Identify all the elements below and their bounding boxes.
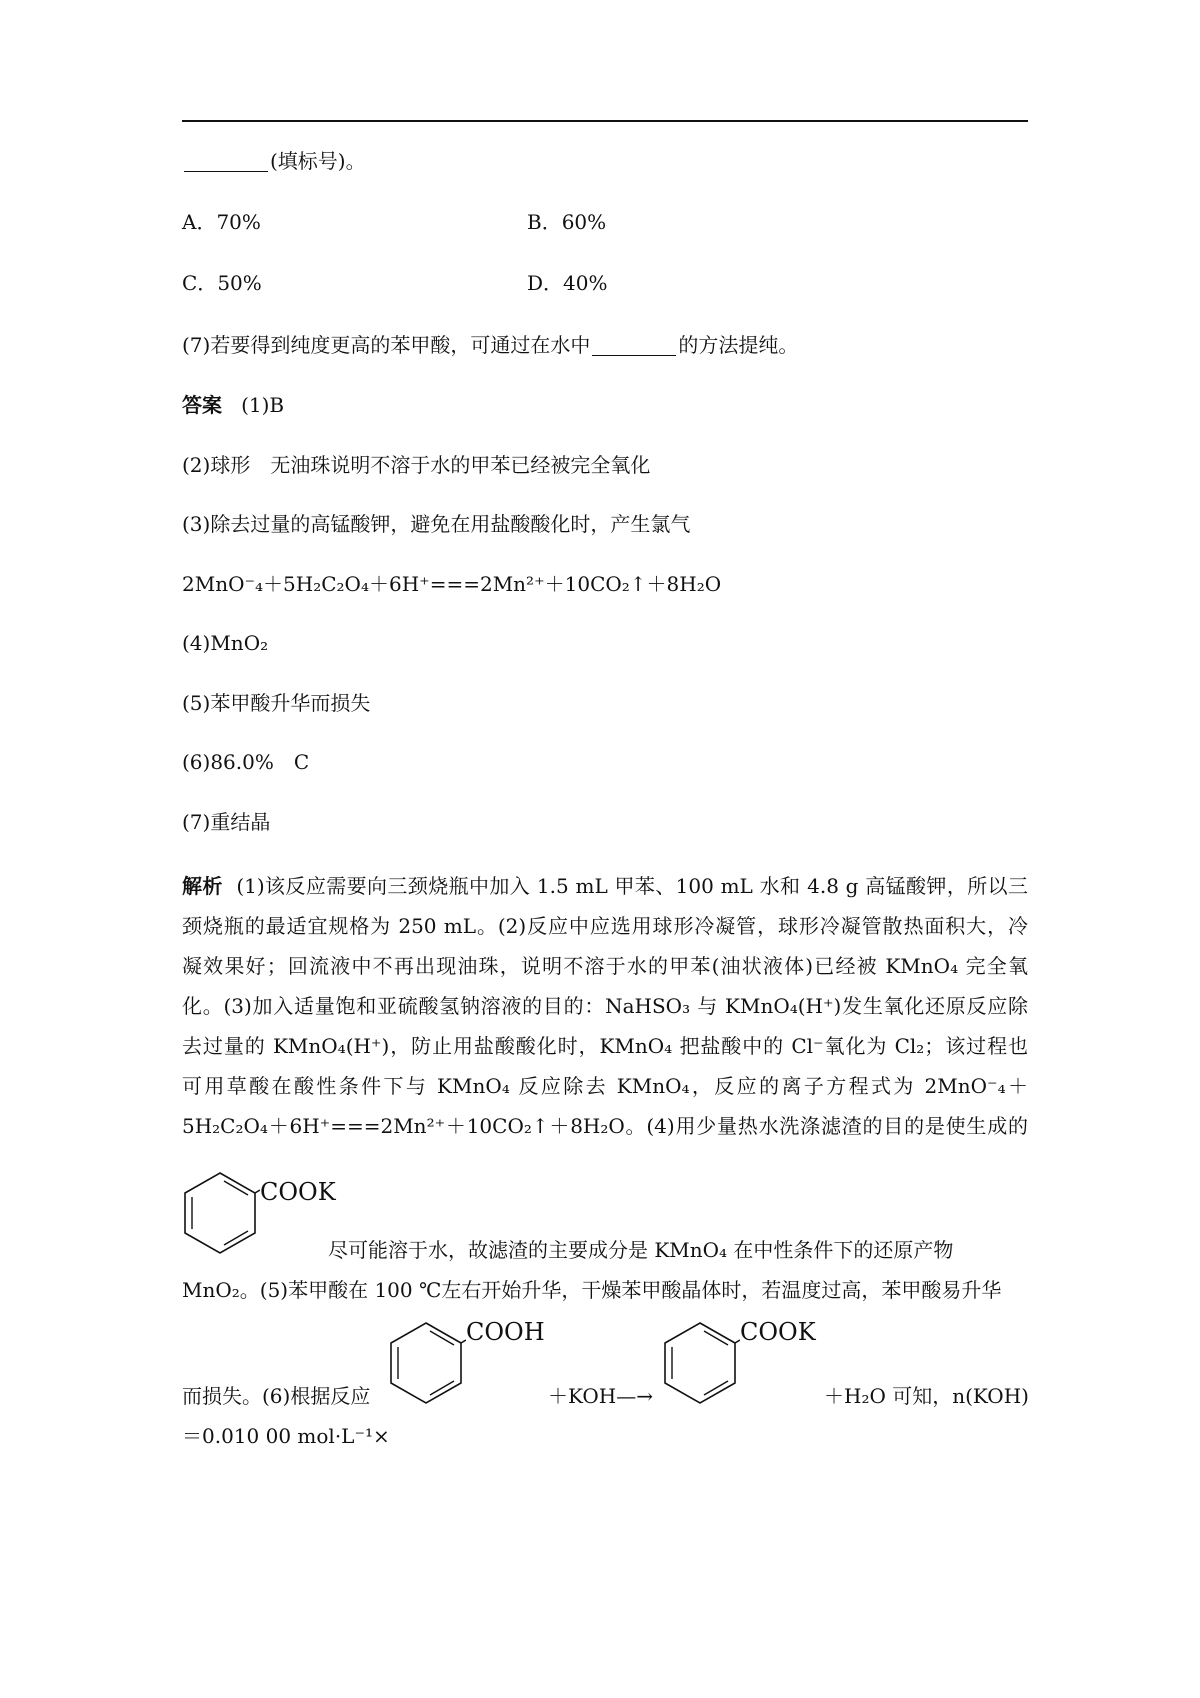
answer-1: (1)B [241,393,285,417]
analysis-line-9: MnO₂。(5)苯甲酸在 100 ℃左右开始升华，干燥苯甲酸晶体时，若温度过高，苯甲酸易升华 [182,1278,1002,1302]
analysis-line-10c: ＋H₂O 可知，n(KOH) [824,1384,1029,1408]
benzene-ring-icon [386,1318,466,1408]
benzoic-acid-structure [386,1318,466,1408]
option-d: D．40% [527,271,608,295]
analysis-line-10a: 而损失。(6)根据反应 [182,1384,371,1408]
benzene-ring-icon [660,1318,740,1408]
analysis-line-6: 可用草酸在酸性条件下与 KMnO₄ 反应除去 KMnO₄，反应的离子方程式为 2MnO⁻₄＋ [182,1074,1028,1098]
benzene-ring-icon [180,1168,260,1258]
option-b: B．60% [527,210,607,234]
answer-6: (6)86.0% C [182,750,310,774]
answer-4: (4)MnO₂ [182,631,269,655]
blank-line [182,146,366,176]
analysis-line-2: 颈烧瓶的最适宜规格为 250 mL。(2)反应中应选用球形冷凝管，球形冷凝管散热面积大，冷 [182,914,1028,938]
answer-heading: 答案 [182,393,222,417]
question-7: (7)若要得到纯度更高的苯甲酸，可通过在水中 的方法提纯。 [182,333,799,357]
answer-blank-7 [592,335,676,356]
analysis-line-8: 尽可能溶于水，故滤渣的主要成分是 KMnO₄ 在中性条件下的还原产物 [328,1238,954,1262]
answer-heading-line [182,390,284,420]
analysis-line-11: ＝0.010 00 mol·L⁻¹× [182,1424,390,1448]
answer-2: (2)球形 无油珠说明不溶于水的甲苯已经被完全氧化 [182,453,651,477]
blank-suffix: (填标号)。 [270,149,366,173]
answer-blank [184,151,268,172]
analysis-block [182,871,1028,1151]
answer-3: (3)除去过量的高锰酸钾，避免在用盐酸酸化时，产生氯气 [182,512,691,536]
answer-3-equation: 2MnO⁻₄＋5H₂C₂O₄＋6H⁺===2Mn²⁺＋10CO₂↑＋8H₂O [182,572,722,596]
answer-7: (7)重结晶 [182,810,271,834]
potassium-benzoate-structure-2 [660,1318,740,1408]
cooh-label: COOH [466,1318,545,1346]
cook-label-1: COOK [260,1178,336,1206]
analysis-line-4: 化。(3)加入适量饱和亚硫酸氢钠溶液的目的：NaHSO₃ 与 KMnO₄(H⁺)发生氧化还原反应除 [182,994,1028,1018]
potassium-benzoate-structure [180,1168,260,1258]
top-rule [182,120,1028,122]
analysis-heading: 解析 [182,874,223,898]
analysis-line-10b: ＋KOH—→ [548,1384,653,1408]
analysis-line-3: 凝效果好；回流液中不再出现油珠，说明不溶于水的甲苯(油状液体)已经被 KMnO₄ 完全氧 [182,954,1028,978]
option-c: C．50% [182,271,262,295]
analysis-line-5: 去过量的 KMnO₄(H⁺)，防止用盐酸酸化时，KMnO₄ 把盐酸中的 Cl⁻氧化为 Cl₂；该过程也 [182,1034,1028,1058]
answer-5: (5)苯甲酸升华而损失 [182,691,371,715]
option-a: A．70% [182,210,261,234]
analysis-line-1: 解析 (1)该反应需要向三颈烧瓶中加入 1.5 mL 甲苯、100 mL 水和 4.8 g 高锰酸钾，所以三 [182,874,1029,898]
analysis-line-7: 5H₂C₂O₄＋6H⁺===2Mn²⁺＋10CO₂↑＋8H₂O。(4)用少量热水洗涤滤渣的目的是使生成的 [182,1114,1028,1138]
cook-label-2: COOK [740,1318,816,1346]
